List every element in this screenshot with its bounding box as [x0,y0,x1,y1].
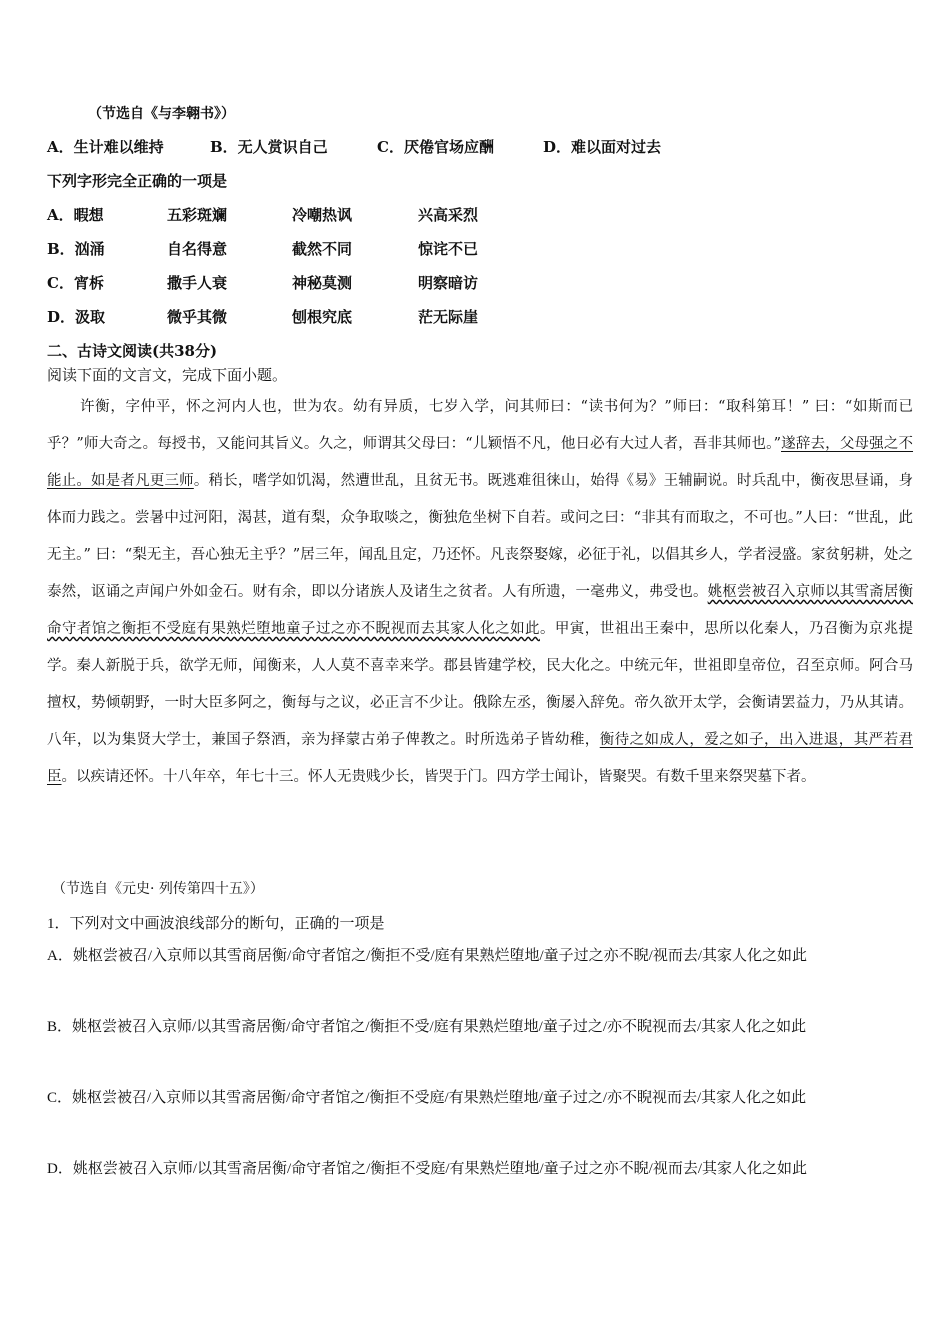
passage-text: 。以疾请还怀。十八年卒，年七十三。怀人无贵贱少长，皆哭于门。四方学士闻讣，皆聚哭。有数千里来祭哭墓下者。 [61,769,816,785]
glyph-row-c [47,272,907,294]
underlined-sentence-1: 遂辞去，父母强之不能止。如是者凡更三师 [47,436,914,489]
section-heading: 二、古诗文阅读(共38分) [47,342,218,360]
glyph-cell: 神秘莫测 [292,274,353,292]
question-1-stem: 1．下列对文中画波浪线部分的断句，正确的一项是 [47,916,385,932]
glyph-cell: 微乎其微 [167,308,228,326]
glyph-cell: 茫无际崖 [418,308,479,326]
question-1-option-a: A．姚枢尝被召/入京师以其雪商居衡/命守者馆之/衡拒不受/庭有果熟烂堕地/童子过之亦不睨/视而去/其家人化之如此 [47,948,808,964]
source-note-1: （节选自《与李翱书》） [88,106,235,122]
passage-text: 许衡，字仲平，怀之河内人也，世为农。幼有异质，七岁入学，问其师曰：“读书何为？”师曰：“取科第耳！” 曰：“如斯而已乎？”师大奇之。每授书，又能问其旨义。久之，师谓其父母曰：“儿颖悟不凡，他日必有大过人者，吾非其师也。” [47,399,913,452]
glyph-cell: 五彩斑斓 [167,206,228,224]
option-b: B．无人赏识自己 [210,138,328,156]
glyph-cell: D．汲取 [47,308,106,326]
glyph-cell: 兴高采烈 [418,206,479,224]
question-1-option-d: D．姚枢尝被召入京师/以其雪斋居衡/命守者馆之/衡拒不受庭/有果熟烂堕地/童子过之亦不睨/视而去/其家人化之如此 [47,1161,808,1177]
glyph-cell: 惊诧不已 [418,240,479,258]
glyph-row-a [47,204,907,226]
glyph-cell: 刨根究底 [292,308,353,326]
glyph-cell: B．汹涌 [47,240,105,258]
passage-text: 。甲寅，世祖出王秦中，思所以化秦人，乃召衡为京兆提学。秦人新脱于兵，欲学无师，闻衡来，人人莫不喜幸来学。郡县皆建学校，民大化之。中统元年，世祖即皇帝位，召至京师。阿合马擅权，势倾朝野，一时大臣多阿之，衡每与之议，必正言不少让。俄除左丞，衡屡入辞免。帝久欲开太学，会衡请罢益力，乃从其请。八年，以为集贤大学士，兼国子祭酒，亲为择蒙古弟子俾教之。时所选弟子皆幼稚， [47,621,914,748]
question-glyph: 下列字形完全正确的一项是 [47,172,228,190]
glyph-cell: A．暇想 [47,206,104,224]
glyph-cell: 明察暗访 [418,274,479,292]
glyph-cell: 自名得意 [167,240,228,258]
option-a: A．生计难以维持 [47,138,164,156]
glyph-row-d [47,306,907,328]
underlined-sentence-2: 衡待之如成人，爱之如子，出入进退，其严若君臣 [47,732,914,785]
question-1-option-b: B．姚枢尝被召入京师/以其雪斋居衡/命守者馆之/衡拒不受/庭有果熟烂堕地/童子过之/亦不睨视而去/其家人化之如此 [47,1019,807,1035]
glyph-cell: C．宵柝 [47,274,104,292]
question-1-option-c: C．姚枢尝被召/入京师以其雪斋居衡/命守者馆之/衡拒不受庭/有果熟烂堕地/童子过之/亦不睨视而去/其家人化之如此 [47,1090,807,1106]
passage-text: 。稍长，嗜学如饥渴，然遭世乱，且贫无书。既逃难徂徕山，始得《易》王辅嗣说。时兵乱中，衡夜思昼诵，身体而力践之。尝暑中过河阳，渴甚，道有梨，众争取啖之，衡独危坐树下自若。或问之曰：“非其有而取之，不可也。”人曰：“世乱，此无主。” 曰：“梨无主，吾心独无主乎？”居三年，闻乱且定，乃还怀。凡丧祭娶嫁，必征于礼，以倡其乡人，学者浸盛。家贫躬耕，处之泰然，讴诵之声闻户外如金石。财有余，即以分诸族人及诸生之贫者。人有所遗，一毫弗义，弗受也。 [47,473,913,600]
option-d: D．难以面对过去 [543,138,662,156]
glyph-cell: 冷嘲热讽 [292,206,353,224]
option-c: C．厌倦官场应酬 [377,138,494,156]
glyph-cell: 截然不同 [292,240,353,258]
section-instruction: 阅读下面的文言文，完成下面小题。 [47,368,288,384]
glyph-cell: 撒手人衰 [167,274,228,292]
source-note-2: （节选自《元史· 列传第四十五》） [52,881,264,897]
classical-passage [47,389,913,796]
wavy-underlined-sentence: 姚枢尝被召入京师以其雪斋居衡命守者馆之衡拒不受庭有果熟烂堕地童子过之亦不睨视而去其家人化之如此 [47,584,914,637]
glyph-row-b [47,238,907,260]
options-row [47,136,907,158]
